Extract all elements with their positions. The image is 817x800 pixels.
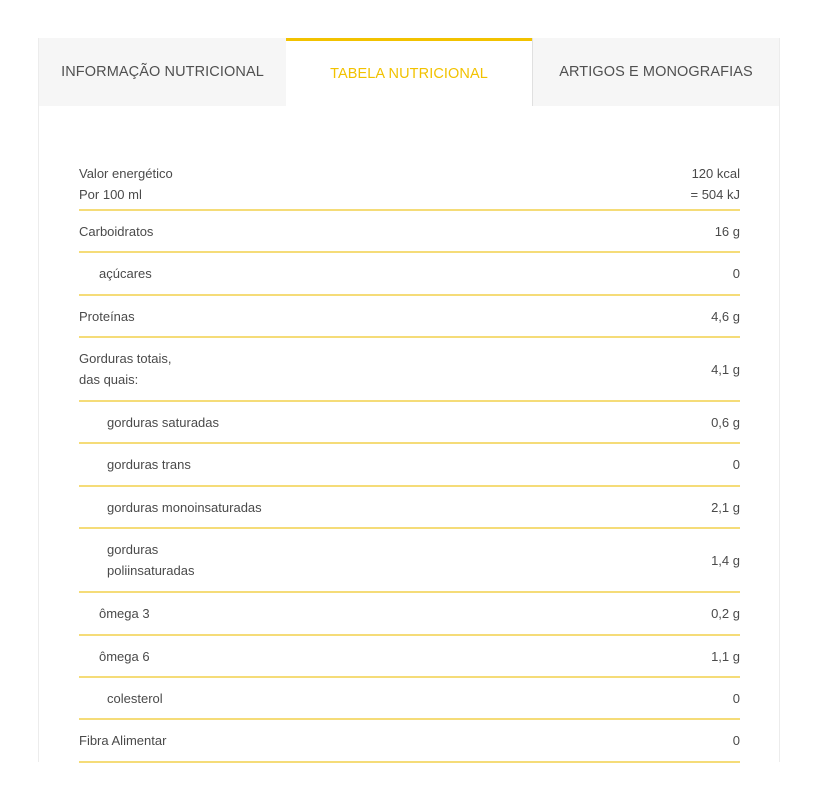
row-value: 16 g: [714, 223, 740, 239]
nutrition-panel: [38, 38, 780, 762]
table-row-omega-3: [79, 593, 740, 636]
tab-tabela-nutricional[interactable]: TABELA NUTRICIONAL: [286, 38, 532, 106]
nutrition-table: [79, 158, 740, 763]
table-row-gorduras-monoinsaturadas: [79, 487, 740, 529]
tab-informacao-nutricional[interactable]: INFORMAÇÃO NUTRICIONAL: [39, 38, 286, 106]
row-label: gorduras poliinsaturadas: [107, 542, 195, 578]
row-label: Valor energético Por 100 ml: [79, 165, 173, 202]
row-label: gorduras saturadas: [107, 414, 220, 430]
table-row-acucares: [79, 253, 740, 296]
row-label: Gorduras totais, das quais:: [79, 351, 172, 387]
table-row-carboidratos: [79, 211, 740, 253]
table-row-gorduras-saturadas: [79, 402, 740, 444]
row-value: 0: [732, 733, 740, 748]
row-label: Proteínas: [79, 308, 135, 324]
row-label: ômega 3: [99, 606, 150, 621]
row-value: 4,6 g: [711, 308, 740, 324]
table-row-proteinas: [79, 296, 740, 338]
tab-bar: [39, 38, 779, 106]
row-value: 0: [732, 266, 740, 281]
row-value: 1,1 g: [711, 648, 740, 664]
table-row-gorduras-poliinsaturadas: [79, 529, 740, 593]
table-row-omega-6: [79, 636, 740, 678]
row-value: 4,1 g: [711, 361, 740, 377]
row-label: gorduras trans: [107, 457, 191, 472]
row-value: 1,4 g: [711, 552, 740, 568]
row-value: 0,6 g: [711, 414, 740, 430]
row-label: açúcares: [99, 266, 152, 281]
row-label: colesterol: [107, 690, 163, 706]
table-row-fibra-alimentar: [79, 720, 740, 763]
table-row-gorduras-totais: [79, 338, 740, 402]
table-row-gorduras-trans: [79, 444, 740, 487]
table-row-colesterol: [79, 678, 740, 720]
row-value: 120 kcal = 504 kJ: [690, 165, 740, 202]
row-value: 0,2 g: [711, 606, 740, 621]
row-label: gorduras monoinsaturadas: [107, 499, 262, 515]
row-label: Fibra Alimentar: [79, 733, 167, 748]
row-label: ômega 6: [99, 648, 150, 664]
table-row-valor-energetico: [79, 158, 740, 211]
tab-artigos-e-monografias[interactable]: ARTIGOS E MONOGRAFIAS: [532, 38, 779, 106]
row-value: 2,1 g: [711, 499, 740, 515]
row-label: Carboidratos: [79, 223, 154, 239]
row-value: 0: [732, 690, 740, 706]
row-value: 0: [732, 457, 740, 472]
